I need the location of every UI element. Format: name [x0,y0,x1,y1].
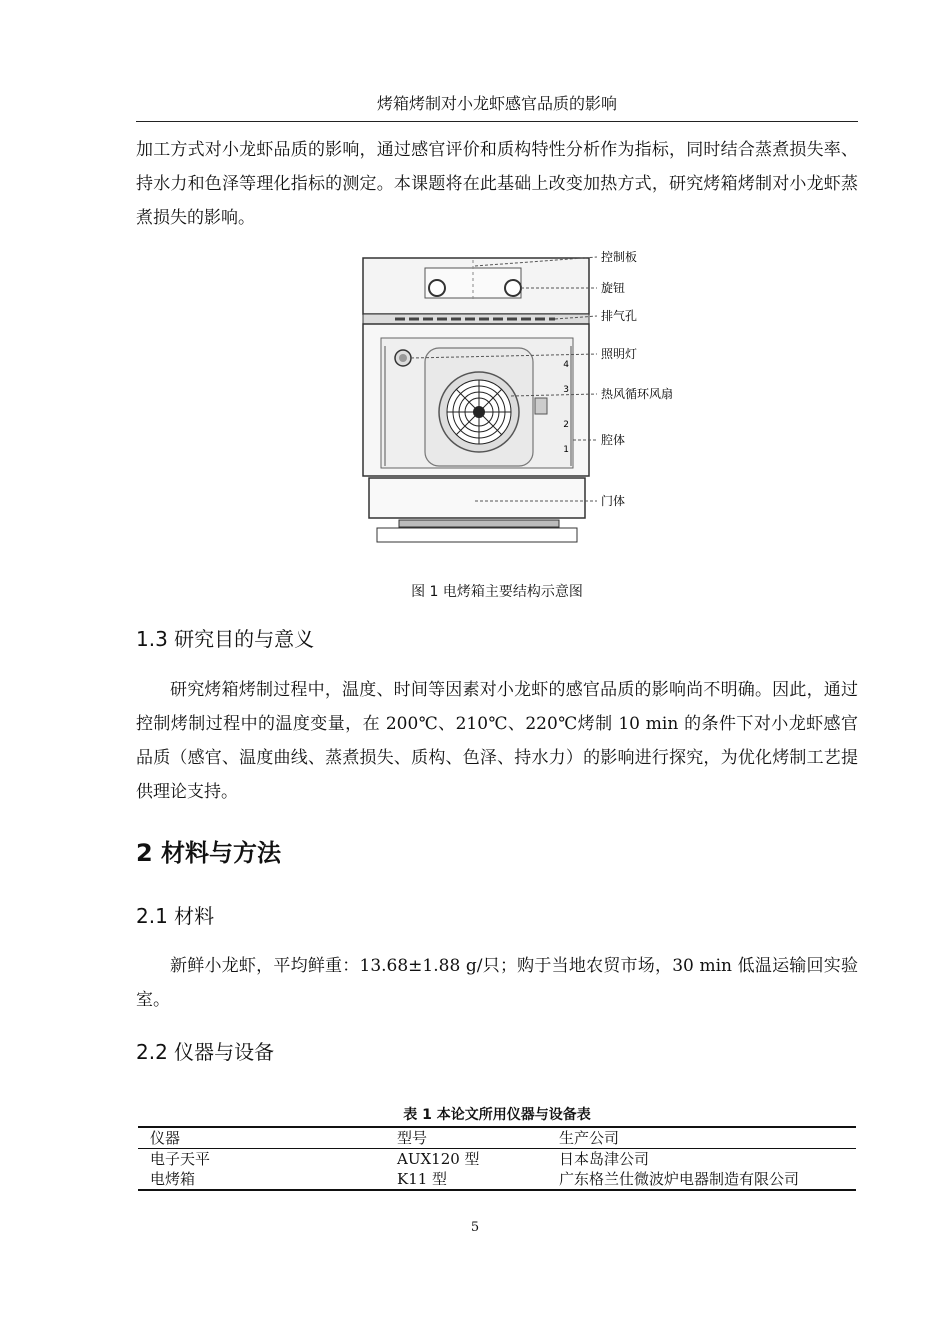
label-knob: 旋钮 [601,281,626,295]
label-door: 门体 [601,494,626,508]
table-cell: 电子天平 [150,1150,211,1168]
intro-text: 加工方式对小龙虾品质的影响，通过感官评价和质构特性分析作为指标，同时结合蒸煮损失率、持水力和色泽等理化指标的测定。本课题将在此基础上改变加热方式，研究烤箱烤制对小龙虾蒸煮损失的影响。 [136,140,858,228]
section-2-2-heading: 2.2 仪器与设备 [136,1040,275,1064]
table-cell: 电烤箱 [150,1170,196,1188]
section-1-3-text: 研究烤箱烤制过程中，温度、时间等因素对小龙虾的感官品质的影响尚不明确。因此，通过控制烤制过程中的温度变量，在 200℃、210℃、220℃烤制 10 min 的条件下对小龙虾感官品质（感官、温度曲线、蒸煮损失、质构、色泽、持水力）的影响进行探究，为优化烤制工艺提供理论支持。 [136,680,858,802]
column-header-company: 生产公司 [559,1129,620,1147]
table-cell: K11 型 [397,1170,448,1188]
column-header-instrument: 仪器 [150,1129,181,1147]
label-cavity: 腔体 [601,433,626,447]
rack-number-2: 2 [563,420,569,430]
table-caption: 表 1 本论文所用仪器与设备表 [403,1107,591,1123]
knob-right [505,280,521,296]
table-cell: AUX120 型 [397,1150,480,1168]
rack-number-1: 1 [563,445,569,455]
section-2-1-text: 新鲜小龙虾，平均鲜重：13.68±1.88 g/只；购于当地农贸市场，30 min 低温运输回实验室。 [136,956,858,1010]
label-vent: 排气孔 [601,309,638,323]
figure-caption: 图 1 电烤箱主要结构示意图 [411,584,583,600]
section-2-heading: 2 材料与方法 [136,839,282,867]
table-header-row [138,1127,856,1149]
intro-paragraph [136,133,858,235]
oven-structure-figure [355,246,695,550]
label-control-panel: 控制板 [601,250,638,264]
label-fan: 热风循环风扇 [601,387,674,401]
table-row [138,1149,856,1170]
section-1-3-heading: 1.3 研究目的与意义 [136,627,315,651]
column-header-model: 型号 [397,1129,428,1147]
section-2-1-heading: 2.1 材料 [136,904,215,928]
table-row [138,1169,856,1190]
table-cell: 广东格兰仕微波炉电器制造有限公司 [559,1170,800,1188]
fan-icon [439,372,519,452]
equipment-table [138,1126,856,1191]
label-lamp: 照明灯 [601,347,638,361]
section-2-1-paragraph [136,949,858,1017]
page-header: 烤箱烤制对小龙虾感官品质的影响 [136,91,858,122]
knob-left [429,280,445,296]
page-number: 5 [470,1220,480,1235]
section-1-3-paragraph [136,673,858,809]
rack-number-4: 4 [563,360,569,370]
rack-number-3: 3 [563,385,569,395]
oven-door [369,478,585,518]
table-cell: 日本岛津公司 [559,1150,650,1168]
